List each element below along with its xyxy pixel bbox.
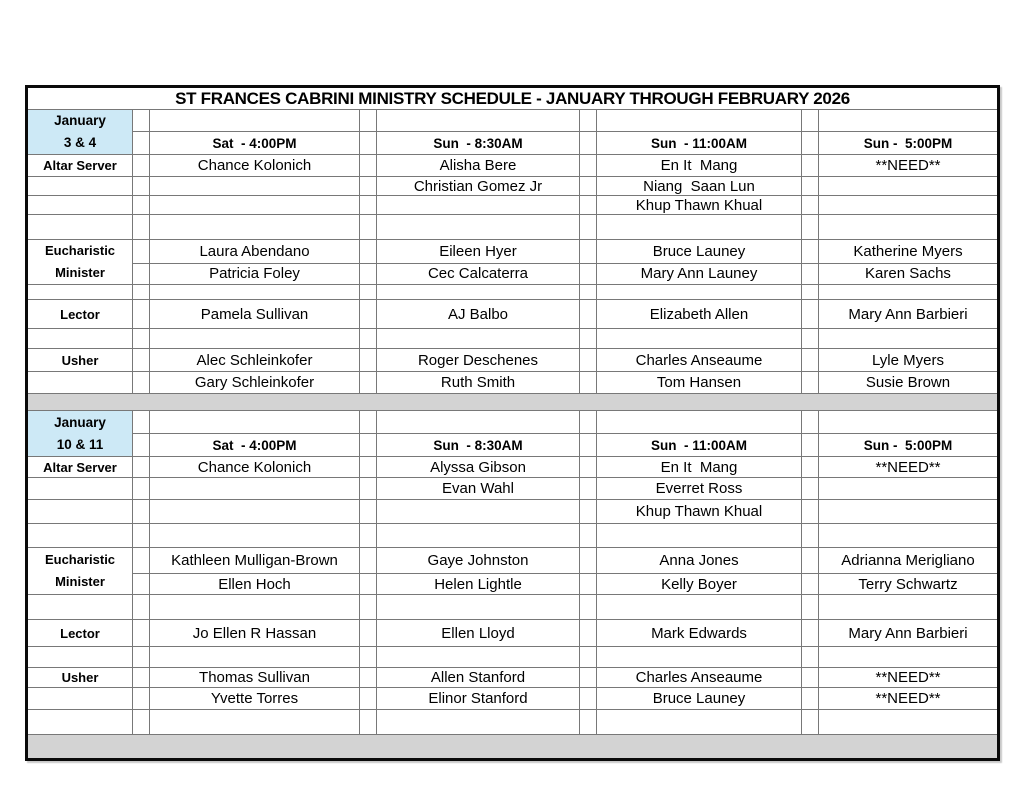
spacer-cell <box>360 349 377 372</box>
spacer-cell <box>580 500 597 524</box>
ministry-label-cell <box>27 215 133 240</box>
spacer-cell <box>802 524 819 548</box>
spacer-cell <box>360 263 377 284</box>
ministry-label-cell <box>27 688 133 710</box>
spacer-cell <box>580 457 597 478</box>
spacer-cell <box>802 110 819 132</box>
spacer-cell <box>360 240 377 264</box>
spacer-cell <box>133 478 150 500</box>
empty-cell <box>597 110 802 132</box>
spacer-cell <box>133 285 150 300</box>
spacer-cell <box>580 196 597 215</box>
empty-cell <box>377 710 580 735</box>
spacer-cell <box>580 240 597 264</box>
ministry-label-cell <box>27 647 133 668</box>
spacer-cell <box>360 574 377 595</box>
empty-cell <box>150 215 360 240</box>
spacer-cell <box>802 595 819 620</box>
ministry-label-cell: Usher <box>27 349 133 372</box>
spacer-cell <box>580 300 597 329</box>
assignment-cell: Elinor Stanford <box>377 688 580 710</box>
spacer-cell <box>133 620 150 647</box>
assignment-cell: Karen Sachs <box>819 263 999 284</box>
assignment-cell: Charles Anseaume <box>597 668 802 688</box>
assignment-cell: Roger Deschenes <box>377 349 580 372</box>
spacer-cell <box>133 240 150 264</box>
mass-time-header: Sat - 4:00PM <box>150 132 360 155</box>
mass-time-header: Sat - 4:00PM <box>150 434 360 457</box>
assignment-cell: Tom Hansen <box>597 372 802 394</box>
empty-cell <box>150 710 360 735</box>
empty-cell <box>377 285 580 300</box>
spacer-cell <box>580 263 597 284</box>
spacer-cell <box>802 215 819 240</box>
ministry-label-cell <box>27 710 133 735</box>
empty-cell <box>377 329 580 349</box>
ministry-label-cell <box>27 240 133 285</box>
empty-cell <box>377 524 580 548</box>
spacer-cell <box>580 411 597 434</box>
spacer-cell <box>133 349 150 372</box>
assignment-cell: **NEED** <box>819 668 999 688</box>
empty-cell <box>150 329 360 349</box>
spacer-cell <box>133 110 150 132</box>
spacer-cell <box>580 595 597 620</box>
empty-cell <box>597 524 802 548</box>
ministry-label-line: Minister <box>55 265 105 280</box>
spacer-cell <box>802 478 819 500</box>
ministry-label-cell: Lector <box>27 620 133 647</box>
ministry-label-cell <box>27 500 133 524</box>
spacer-cell <box>360 285 377 300</box>
spacer-cell <box>580 668 597 688</box>
empty-cell <box>819 595 999 620</box>
dates-label: 3 & 4 <box>63 135 97 150</box>
spacer-cell <box>133 300 150 329</box>
spacer-cell <box>360 548 377 574</box>
empty-cell <box>819 411 999 434</box>
spacer-cell <box>133 595 150 620</box>
assignment-cell: **NEED** <box>819 155 999 177</box>
spacer-cell <box>133 434 150 457</box>
empty-cell <box>597 329 802 349</box>
spacer-cell <box>802 574 819 595</box>
ministry-label-line: Eucharistic <box>44 552 116 567</box>
empty-cell <box>819 524 999 548</box>
mass-time-header: Sun - 11:00AM <box>597 132 802 155</box>
assignment-cell: Helen Lightle <box>377 574 580 595</box>
ministry-label-cell <box>27 478 133 500</box>
empty-cell <box>377 110 580 132</box>
spacer-cell <box>802 196 819 215</box>
spacer-cell <box>580 434 597 457</box>
spacer-cell <box>133 215 150 240</box>
ministry-label-cell: Lector <box>27 300 133 329</box>
empty-cell <box>150 595 360 620</box>
assignment-cell: **NEED** <box>819 688 999 710</box>
spacer-cell <box>360 524 377 548</box>
ministry-label-cell: Usher <box>27 668 133 688</box>
mass-time-header: Sun - 11:00AM <box>597 434 802 457</box>
assignment-cell: Alec Schleinkofer <box>150 349 360 372</box>
spacer-cell <box>133 668 150 688</box>
spacer-cell <box>133 155 150 177</box>
spacer-cell <box>802 372 819 394</box>
spacer-cell <box>580 548 597 574</box>
assignment-cell <box>150 196 360 215</box>
assignment-cell <box>819 177 999 196</box>
ministry-label-cell <box>27 595 133 620</box>
spacer-cell <box>580 524 597 548</box>
spacer-cell <box>133 688 150 710</box>
assignment-cell <box>150 177 360 196</box>
spacer-cell <box>360 300 377 329</box>
assignment-cell: Ellen Hoch <box>150 574 360 595</box>
section-divider <box>27 394 999 411</box>
spacer-cell <box>580 688 597 710</box>
empty-cell <box>597 710 802 735</box>
assignment-cell: Terry Schwartz <box>819 574 999 595</box>
ministry-label-line: Minister <box>55 574 105 589</box>
ministry-label-cell: Altar Server <box>27 155 133 177</box>
spacer-cell <box>580 215 597 240</box>
empty-cell <box>819 215 999 240</box>
spacer-cell <box>802 688 819 710</box>
spacer-cell <box>580 177 597 196</box>
spacer-cell <box>580 710 597 735</box>
spacer-cell <box>580 647 597 668</box>
spacer-cell <box>360 155 377 177</box>
assignment-cell: Mary Ann Barbieri <box>819 300 999 329</box>
assignment-cell: AJ Balbo <box>377 300 580 329</box>
assignment-cell: Laura Abendano <box>150 240 360 264</box>
assignment-cell <box>150 478 360 500</box>
assignment-cell: Niang Saan Lun <box>597 177 802 196</box>
empty-cell <box>819 110 999 132</box>
month-label: January <box>54 414 106 430</box>
ministry-label-cell <box>27 524 133 548</box>
schedule-page <box>25 85 1000 761</box>
spacer-cell <box>802 132 819 155</box>
assignment-cell: Everret Ross <box>597 478 802 500</box>
assignment-cell: Bruce Launey <box>597 240 802 264</box>
spacer-cell <box>133 574 150 595</box>
spacer-cell <box>360 457 377 478</box>
assignment-cell <box>819 196 999 215</box>
schedule-title: ST FRANCES CABRINI MINISTRY SCHEDULE - JANUARY THROUGH FEBRUARY 2026 <box>27 87 999 110</box>
spacer-cell <box>360 647 377 668</box>
assignment-cell: Khup Thawn Khual <box>597 196 802 215</box>
assignment-cell: Thomas Sullivan <box>150 668 360 688</box>
mass-time-header: Sun - 5:00PM <box>819 434 999 457</box>
spacer-cell <box>360 177 377 196</box>
spacer-cell <box>802 647 819 668</box>
spacer-cell <box>580 349 597 372</box>
assignment-cell: Allen Stanford <box>377 668 580 688</box>
spacer-cell <box>133 524 150 548</box>
spacer-cell <box>133 263 150 284</box>
spacer-cell <box>360 329 377 349</box>
assignment-cell: Pamela Sullivan <box>150 300 360 329</box>
spacer-cell <box>802 263 819 284</box>
spacer-cell <box>133 372 150 394</box>
assignment-cell: Gaye Johnston <box>377 548 580 574</box>
spacer-cell <box>580 132 597 155</box>
spacer-cell <box>802 349 819 372</box>
assignment-cell: **NEED** <box>819 457 999 478</box>
assignment-cell: En It Mang <box>597 457 802 478</box>
month-label: January <box>54 113 106 128</box>
spacer-cell <box>802 620 819 647</box>
assignment-cell: Elizabeth Allen <box>597 300 802 329</box>
spacer-cell <box>802 457 819 478</box>
spacer-cell <box>133 132 150 155</box>
assignment-cell: Patricia Foley <box>150 263 360 284</box>
empty-cell <box>377 595 580 620</box>
assignment-cell: Christian Gomez Jr <box>377 177 580 196</box>
assignment-cell: Khup Thawn Khual <box>597 500 802 524</box>
empty-cell <box>597 215 802 240</box>
mass-time-header: Sun - 8:30AM <box>377 434 580 457</box>
spacer-cell <box>802 285 819 300</box>
spacer-cell <box>133 548 150 574</box>
date-range-cell <box>27 411 133 457</box>
spacer-cell <box>133 411 150 434</box>
spacer-cell <box>360 710 377 735</box>
spacer-cell <box>360 688 377 710</box>
assignment-cell: Charles Anseaume <box>597 349 802 372</box>
spacer-cell <box>360 372 377 394</box>
ministry-label-cell <box>27 329 133 349</box>
spacer-cell <box>802 434 819 457</box>
assignment-cell: Kelly Boyer <box>597 574 802 595</box>
empty-cell <box>150 647 360 668</box>
assignment-cell: En It Mang <box>597 155 802 177</box>
spacer-cell <box>802 329 819 349</box>
assignment-cell <box>377 500 580 524</box>
empty-cell <box>377 215 580 240</box>
spacer-cell <box>802 300 819 329</box>
empty-cell <box>597 285 802 300</box>
spacer-cell <box>802 668 819 688</box>
empty-cell <box>819 647 999 668</box>
spacer-cell <box>802 411 819 434</box>
spacer-cell <box>580 620 597 647</box>
ministry-label-line: Eucharistic <box>44 243 116 258</box>
empty-cell <box>597 595 802 620</box>
assignment-cell: Yvette Torres <box>150 688 360 710</box>
empty-cell <box>150 285 360 300</box>
spacer-cell <box>360 478 377 500</box>
assignment-cell: Susie Brown <box>819 372 999 394</box>
assignment-cell <box>819 478 999 500</box>
assignment-cell: Alyssa Gibson <box>377 457 580 478</box>
section-divider <box>27 735 999 760</box>
assignment-cell: Jo Ellen R Hassan <box>150 620 360 647</box>
assignment-cell: Mary Ann Barbieri <box>819 620 999 647</box>
mass-time-header: Sun - 5:00PM <box>819 132 999 155</box>
assignment-cell: Ellen Lloyd <box>377 620 580 647</box>
spacer-cell <box>360 595 377 620</box>
spacer-cell <box>802 548 819 574</box>
ministry-label-cell <box>27 177 133 196</box>
assignment-cell: Evan Wahl <box>377 478 580 500</box>
spacer-cell <box>580 372 597 394</box>
assignment-cell: Mary Ann Launey <box>597 263 802 284</box>
spacer-cell <box>360 500 377 524</box>
empty-cell <box>150 524 360 548</box>
assignment-cell <box>150 500 360 524</box>
spacer-cell <box>580 110 597 132</box>
spacer-cell <box>133 647 150 668</box>
ministry-label-cell <box>27 372 133 394</box>
ministry-schedule-table <box>25 85 1000 761</box>
spacer-cell <box>580 285 597 300</box>
ministry-label-cell <box>27 548 133 595</box>
spacer-cell <box>133 457 150 478</box>
spacer-cell <box>360 110 377 132</box>
spacer-cell <box>802 240 819 264</box>
spacer-cell <box>360 434 377 457</box>
spacer-cell <box>802 155 819 177</box>
spacer-cell <box>580 574 597 595</box>
spacer-cell <box>133 710 150 735</box>
assignment-cell: Kathleen Mulligan-Brown <box>150 548 360 574</box>
assignment-cell <box>377 196 580 215</box>
assignment-cell: Eileen Hyer <box>377 240 580 264</box>
empty-cell <box>819 710 999 735</box>
spacer-cell <box>133 177 150 196</box>
spacer-cell <box>133 329 150 349</box>
empty-cell <box>150 411 360 434</box>
ministry-label-cell: Altar Server <box>27 457 133 478</box>
empty-cell <box>150 110 360 132</box>
assignment-cell: Chance Kolonich <box>150 457 360 478</box>
assignment-cell: Lyle Myers <box>819 349 999 372</box>
assignment-cell: Katherine Myers <box>819 240 999 264</box>
spacer-cell <box>133 196 150 215</box>
assignment-cell: Chance Kolonich <box>150 155 360 177</box>
assignment-cell: Mark Edwards <box>597 620 802 647</box>
empty-cell <box>597 647 802 668</box>
spacer-cell <box>360 132 377 155</box>
spacer-cell <box>580 478 597 500</box>
spacer-cell <box>802 177 819 196</box>
spacer-cell <box>802 500 819 524</box>
spacer-cell <box>360 215 377 240</box>
assignment-cell: Gary Schleinkofer <box>150 372 360 394</box>
date-range-cell <box>27 110 133 155</box>
empty-cell <box>597 411 802 434</box>
spacer-cell <box>360 411 377 434</box>
ministry-label-cell <box>27 285 133 300</box>
spacer-cell <box>802 710 819 735</box>
assignment-cell: Alisha Bere <box>377 155 580 177</box>
assignment-cell: Cec Calcaterra <box>377 263 580 284</box>
spacer-cell <box>580 329 597 349</box>
ministry-label-cell <box>27 196 133 215</box>
spacer-cell <box>580 155 597 177</box>
assignment-cell: Ruth Smith <box>377 372 580 394</box>
assignment-cell: Adrianna Merigliano <box>819 548 999 574</box>
empty-cell <box>377 647 580 668</box>
assignment-cell: Bruce Launey <box>597 688 802 710</box>
empty-cell <box>819 285 999 300</box>
dates-label: 10 & 11 <box>56 436 104 452</box>
spacer-cell <box>360 620 377 647</box>
empty-cell <box>377 411 580 434</box>
assignment-cell <box>819 500 999 524</box>
spacer-cell <box>360 668 377 688</box>
assignment-cell: Anna Jones <box>597 548 802 574</box>
spacer-cell <box>360 196 377 215</box>
mass-time-header: Sun - 8:30AM <box>377 132 580 155</box>
spacer-cell <box>133 500 150 524</box>
empty-cell <box>819 329 999 349</box>
